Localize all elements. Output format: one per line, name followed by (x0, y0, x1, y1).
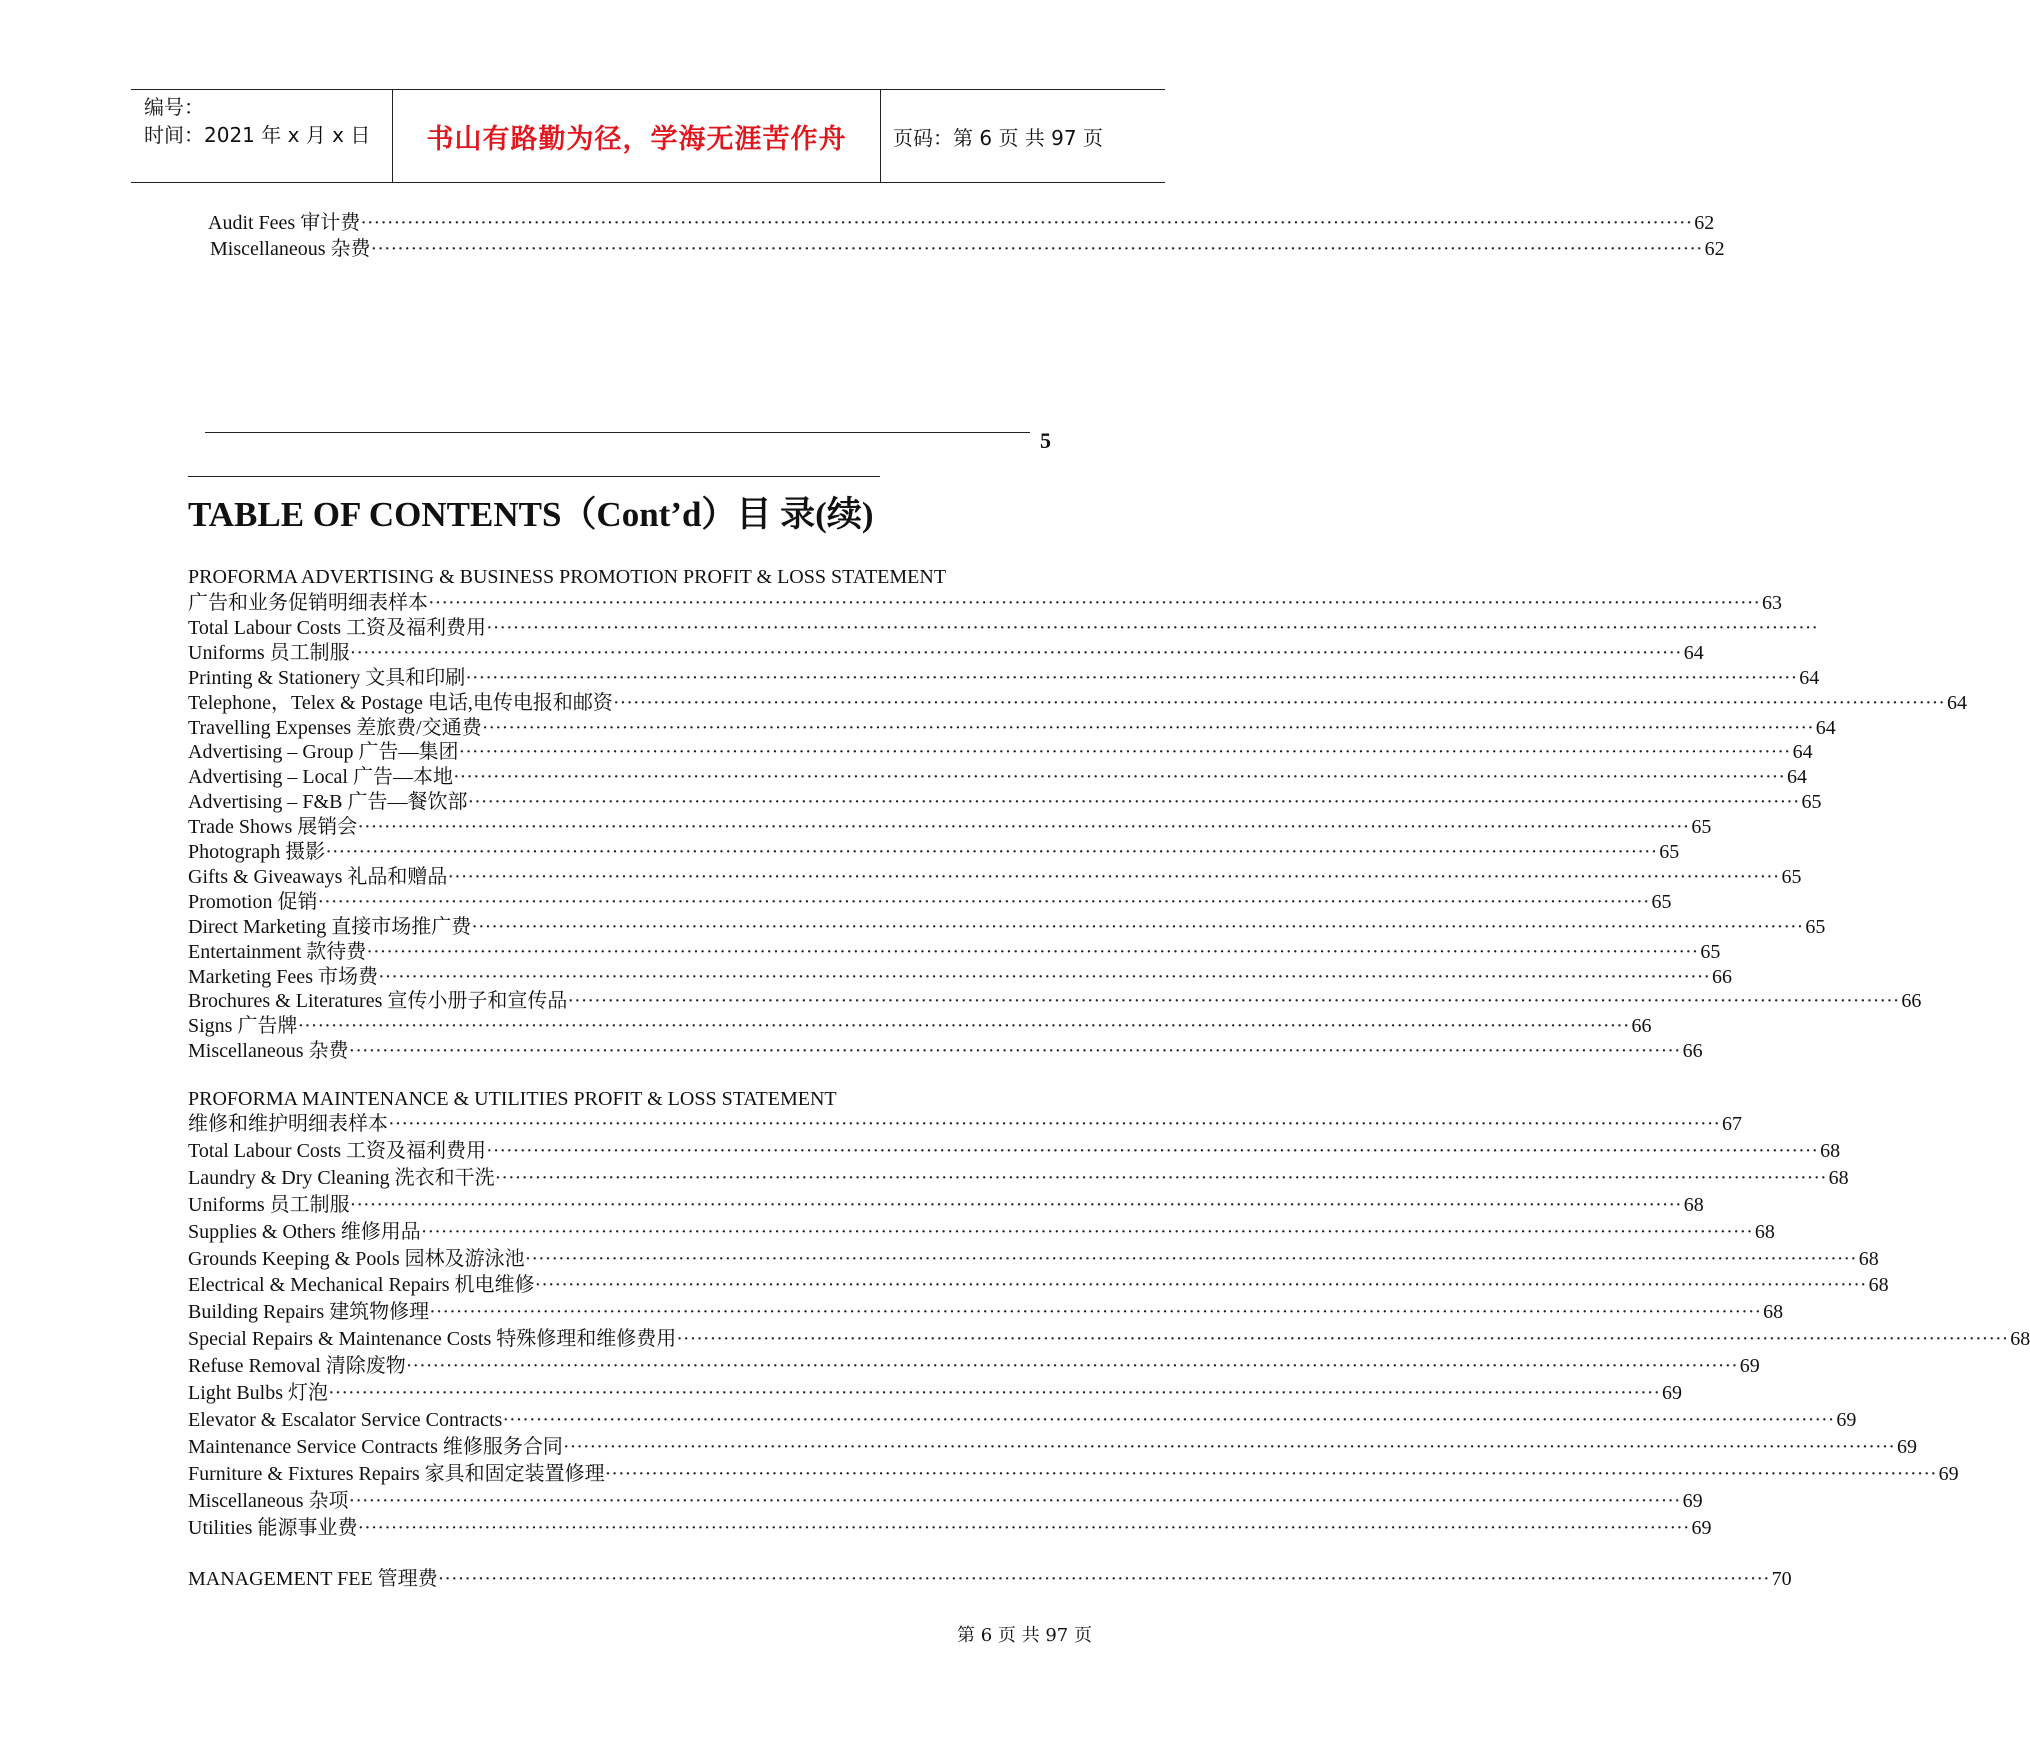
document-header (131, 89, 1165, 183)
dot-leader: ········································································································································································································ (562, 1436, 1895, 1458)
toc-entry-page: 66 (1901, 990, 1922, 1012)
dot-leader: ········································································································································································································ (467, 791, 1800, 813)
toc-entry-label: Total Labour Costs 工资及福利费用 (188, 617, 487, 639)
toc-entry (188, 667, 1820, 689)
toc-entry-label: Miscellaneous 杂项 (188, 1490, 349, 1512)
toc-entry (188, 891, 1672, 913)
toc-entry-page: 69 (1662, 1382, 1683, 1404)
dot-leader: ········································································································································································································ (481, 717, 1814, 739)
toc-entry (188, 766, 1807, 788)
dot-leader: ········································································································································································································ (357, 1517, 1690, 1539)
dot-leader: ········································································································································································································ (420, 1221, 1753, 1243)
toc-title: TABLE OF CONTENTS（Cont’d）目 录(续) (188, 495, 874, 534)
toc-entry-label: Advertising – Local 广告—本地 (188, 766, 453, 788)
toc-entry-label: 广告和业务促销明细表样本 (188, 592, 428, 614)
toc-entry-label: Light Bulbs 灯泡 (188, 1382, 329, 1404)
header-meta (131, 90, 393, 182)
toc-entry-label: Electrical & Mechanical Repairs 机电维修 (188, 1274, 535, 1296)
toc-entry (188, 1409, 1857, 1431)
header-motto: 书山有路勤为径，学海无涯苦作舟 (393, 90, 881, 182)
dot-leader: ········································································································································································································ (388, 1113, 1721, 1135)
toc-entry-label: Total Labour Costs 工资及福利费用 (188, 1140, 487, 1162)
section-heading-advertising: PROFORMA ADVERTISING & BUSINESS PROMOTION PROFIT & LOSS STATEMENT (188, 566, 947, 588)
toc-entry (188, 966, 1733, 988)
toc-entry-label: Refuse Removal 清除废物 (188, 1355, 406, 1377)
toc-entry (188, 941, 1721, 963)
toc-entry-page: 68 (1858, 1248, 1879, 1270)
toc-entry-page: 69 (1691, 1517, 1712, 1539)
dot-leader: ········································································································································································································ (349, 1194, 1682, 1216)
toc-entry-label: Audit Fees 审计费 (208, 212, 361, 234)
toc-entry (188, 841, 1680, 863)
toc-entry-page: 65 (1691, 816, 1712, 838)
dot-leader: ········································································································································································································ (360, 212, 1693, 234)
toc-entry (188, 1140, 1841, 1162)
toc-entry-page: 70 (1771, 1568, 1792, 1590)
toc-entry (188, 1248, 1879, 1270)
dot-leader: ········································································································································································································ (348, 1490, 1681, 1512)
dot-leader: ········································································································································································································ (604, 1463, 1937, 1485)
toc-entry-page: 64 (1815, 717, 1836, 739)
toc-entry-label: Printing & Stationery 文具和印刷 (188, 667, 466, 689)
toc-entry-label: Special Repairs & Maintenance Costs 特殊修理和维修费用 (188, 1328, 677, 1350)
toc-entry (188, 1568, 1792, 1590)
dot-leader: ········································································································································································································ (486, 1140, 1819, 1162)
toc-entry-label: Uniforms 员工制服 (188, 642, 350, 664)
dot-leader: ········································································································································································································ (357, 816, 1690, 838)
dot-leader: ········································································································································································································ (325, 841, 1658, 863)
page-divider (205, 432, 1030, 433)
toc-entry-page: 64 (1799, 667, 1820, 689)
toc-entry-page: 63 (1762, 592, 1783, 614)
toc-entry-label: Advertising – Group 广告—集团 (188, 741, 459, 763)
dot-leader: ········································································································································································································ (502, 1409, 1835, 1431)
toc-entry-label: Brochures & Literatures 宣传小册子和宣传品 (188, 990, 568, 1012)
toc-entry (188, 866, 1802, 888)
toc-entry-label: Direct Marketing 直接市场推广费 (188, 916, 472, 938)
dot-leader: ········································································································································································································ (297, 1015, 1630, 1037)
toc-entry-label: Trade Shows 展销会 (188, 816, 358, 838)
toc-entry-page: 68 (1820, 1140, 1841, 1162)
toc-entry-page: 68 (1763, 1301, 1784, 1323)
toc-entry (188, 1517, 1712, 1539)
toc-entry-page: 69 (1739, 1355, 1760, 1377)
toc-entry-page: 65 (1805, 916, 1826, 938)
toc-entry (188, 1113, 1743, 1135)
toc-entry-label: Building Repairs 建筑物修理 (188, 1301, 430, 1323)
toc-entry (188, 1490, 1703, 1512)
toc-entry-page: 64 (1946, 692, 1967, 714)
toc-entry-label: Elevator & Escalator Service Contracts (188, 1409, 503, 1431)
toc-entry (188, 1274, 1889, 1296)
dot-leader: ········································································································································································································ (486, 617, 1819, 639)
toc-entry-page: 68 (2010, 1328, 2030, 1350)
toc-entry-label: Utilities 能源事业费 (188, 1517, 358, 1539)
toc-entry-label: Laundry & Dry Cleaning 洗衣和干洗 (188, 1167, 495, 1189)
dot-leader: ········································································································································································································ (377, 966, 1711, 988)
toc-entry-label: Signs 广告牌 (188, 1015, 298, 1037)
toc-entry-page: 68 (1683, 1194, 1704, 1216)
toc-entry-page: 65 (1700, 941, 1721, 963)
toc-entry (188, 1015, 1652, 1037)
toc-entry-label: Telephone，Telex & Postage 电话,电传电报和邮资 (188, 692, 613, 714)
dot-leader: ········································································································································································································ (428, 592, 1761, 614)
toc-entry-label: Miscellaneous 杂费 (210, 238, 371, 260)
toc-entry-label: Marketing Fees 市场费 (188, 966, 378, 988)
toc-entry (188, 592, 1783, 614)
header-page-info: 页码：第 6 页 共 97 页 (893, 125, 1103, 150)
dot-leader: ········································································································································································································ (534, 1274, 1867, 1296)
toc-entry-page: 69 (1938, 1463, 1959, 1485)
toc-entry (188, 791, 1822, 813)
toc-entry (208, 212, 1715, 234)
dot-leader: ········································································································································································································ (349, 642, 1682, 664)
section-heading-maintenance: PROFORMA MAINTENANCE & UTILITIES PROFIT & LOSS STATEMENT (188, 1088, 837, 1110)
dot-leader: ········································································································································································································ (317, 891, 1650, 913)
toc-entry (188, 1301, 1784, 1323)
dot-leader: ········································································································································································································ (494, 1167, 1827, 1189)
toc-entry-page: 68 (1754, 1221, 1775, 1243)
title-rule (188, 476, 880, 477)
number-label: 编号： (144, 95, 204, 119)
toc-entry-label: Gifts & Giveaways 礼品和赠品 (188, 866, 448, 888)
dot-leader: ········································································································································································································ (676, 1328, 2009, 1350)
toc-entry-page: 65 (1651, 891, 1672, 913)
toc-entry-label: Entertainment 款待费 (188, 941, 367, 963)
toc-entry-label: MANAGEMENT FEE 管理费 (188, 1568, 438, 1590)
toc-entry (210, 238, 1725, 260)
dot-leader: ········································································································································································································ (447, 866, 1780, 888)
toc-entry-page: 67 (1722, 1113, 1743, 1135)
toc-entry-label: Grounds Keeping & Pools 园林及游泳池 (188, 1248, 525, 1270)
toc-entry-label: 维修和维护明细表样本 (188, 1113, 388, 1135)
toc-entry (188, 617, 1819, 639)
dot-leader: ········································································································································································································ (458, 741, 1791, 763)
dot-leader: ········································································································································································································ (452, 766, 1785, 788)
toc-entry (188, 1436, 1917, 1458)
dot-leader: ········································································································································································································ (524, 1248, 1857, 1270)
toc-entry (188, 816, 1712, 838)
toc-entry (188, 642, 1704, 664)
toc-entry (188, 990, 1922, 1012)
toc-entry-label: Maintenance Service Contracts 维修服务合同 (188, 1436, 563, 1458)
toc-entry-page: 64 (1683, 642, 1704, 664)
toc-entry-label: Miscellaneous 杂费 (188, 1040, 349, 1062)
dot-leader: ········································································································································································································ (405, 1355, 1738, 1377)
dot-leader: ········································································································································································································ (567, 990, 1900, 1012)
toc-entry (188, 1355, 1760, 1377)
toc-entry (188, 692, 1967, 714)
toc-entry-page: 68 (1868, 1274, 1889, 1296)
toc-entry-page: 62 (1704, 238, 1725, 260)
toc-entry (188, 1221, 1775, 1243)
dot-leader: ········································································································································································································ (370, 238, 1703, 260)
toc-entry-label: Travelling Expenses 差旅费/交通费 (188, 717, 482, 739)
toc-entry-page: 62 (1694, 212, 1715, 234)
toc-entry-label: Photograph 摄影 (188, 841, 326, 863)
dot-leader: ········································································································································································································ (366, 941, 1699, 963)
toc-entry-label: Supplies & Others 维修用品 (188, 1221, 421, 1243)
toc-entry-page: 68 (1828, 1167, 1849, 1189)
toc-entry (188, 1382, 1683, 1404)
toc-entry-page: 64 (1792, 741, 1813, 763)
toc-entry-page: 66 (1631, 1015, 1652, 1037)
toc-entry-page: 65 (1659, 841, 1680, 863)
toc-entry-page: 65 (1801, 791, 1822, 813)
toc-entry-page: 65 (1781, 866, 1802, 888)
dot-leader: ········································································································································································································ (471, 916, 1804, 938)
toc-entry (188, 916, 1826, 938)
previous-page-number: 5 (1040, 428, 1051, 453)
toc-entry-page: 66 (1712, 966, 1733, 988)
dot-leader: ········································································································································································································ (429, 1301, 1762, 1323)
toc-entry (188, 1040, 1703, 1062)
dot-leader: ········································································································································································································ (612, 692, 1945, 714)
toc-entry-page: 64 (1787, 766, 1807, 788)
toc-entry-page: 66 (1682, 1040, 1703, 1062)
toc-entry-page: 69 (1836, 1409, 1857, 1431)
toc-entry (188, 1463, 1959, 1485)
toc-entry-label: Promotion 促销 (188, 891, 318, 913)
toc-entry (188, 741, 1813, 763)
dot-leader: ········································································································································································································ (465, 667, 1798, 689)
toc-entry-label: Furniture & Fixtures Repairs 家具和固定装置修理 (188, 1463, 605, 1485)
toc-entry-page: 69 (1682, 1490, 1703, 1512)
toc-entry (188, 1194, 1704, 1216)
page-footer: 第 6 页 共 97 页 (957, 1625, 1092, 1646)
dot-leader: ········································································································································································································ (328, 1382, 1661, 1404)
toc-entry (188, 1328, 2030, 1350)
toc-entry (188, 1167, 1849, 1189)
toc-entry-label: Uniforms 员工制服 (188, 1194, 350, 1216)
dot-leader: ········································································································································································································ (348, 1040, 1681, 1062)
toc-entry-label: Advertising – F&B 广告—餐饮部 (188, 791, 468, 813)
toc-entry-page: 69 (1896, 1436, 1917, 1458)
date-label: 时间：2021 年 x 月 x 日 (144, 123, 371, 147)
dot-leader: ········································································································································································································ (437, 1568, 1770, 1590)
toc-entry (188, 717, 1836, 739)
